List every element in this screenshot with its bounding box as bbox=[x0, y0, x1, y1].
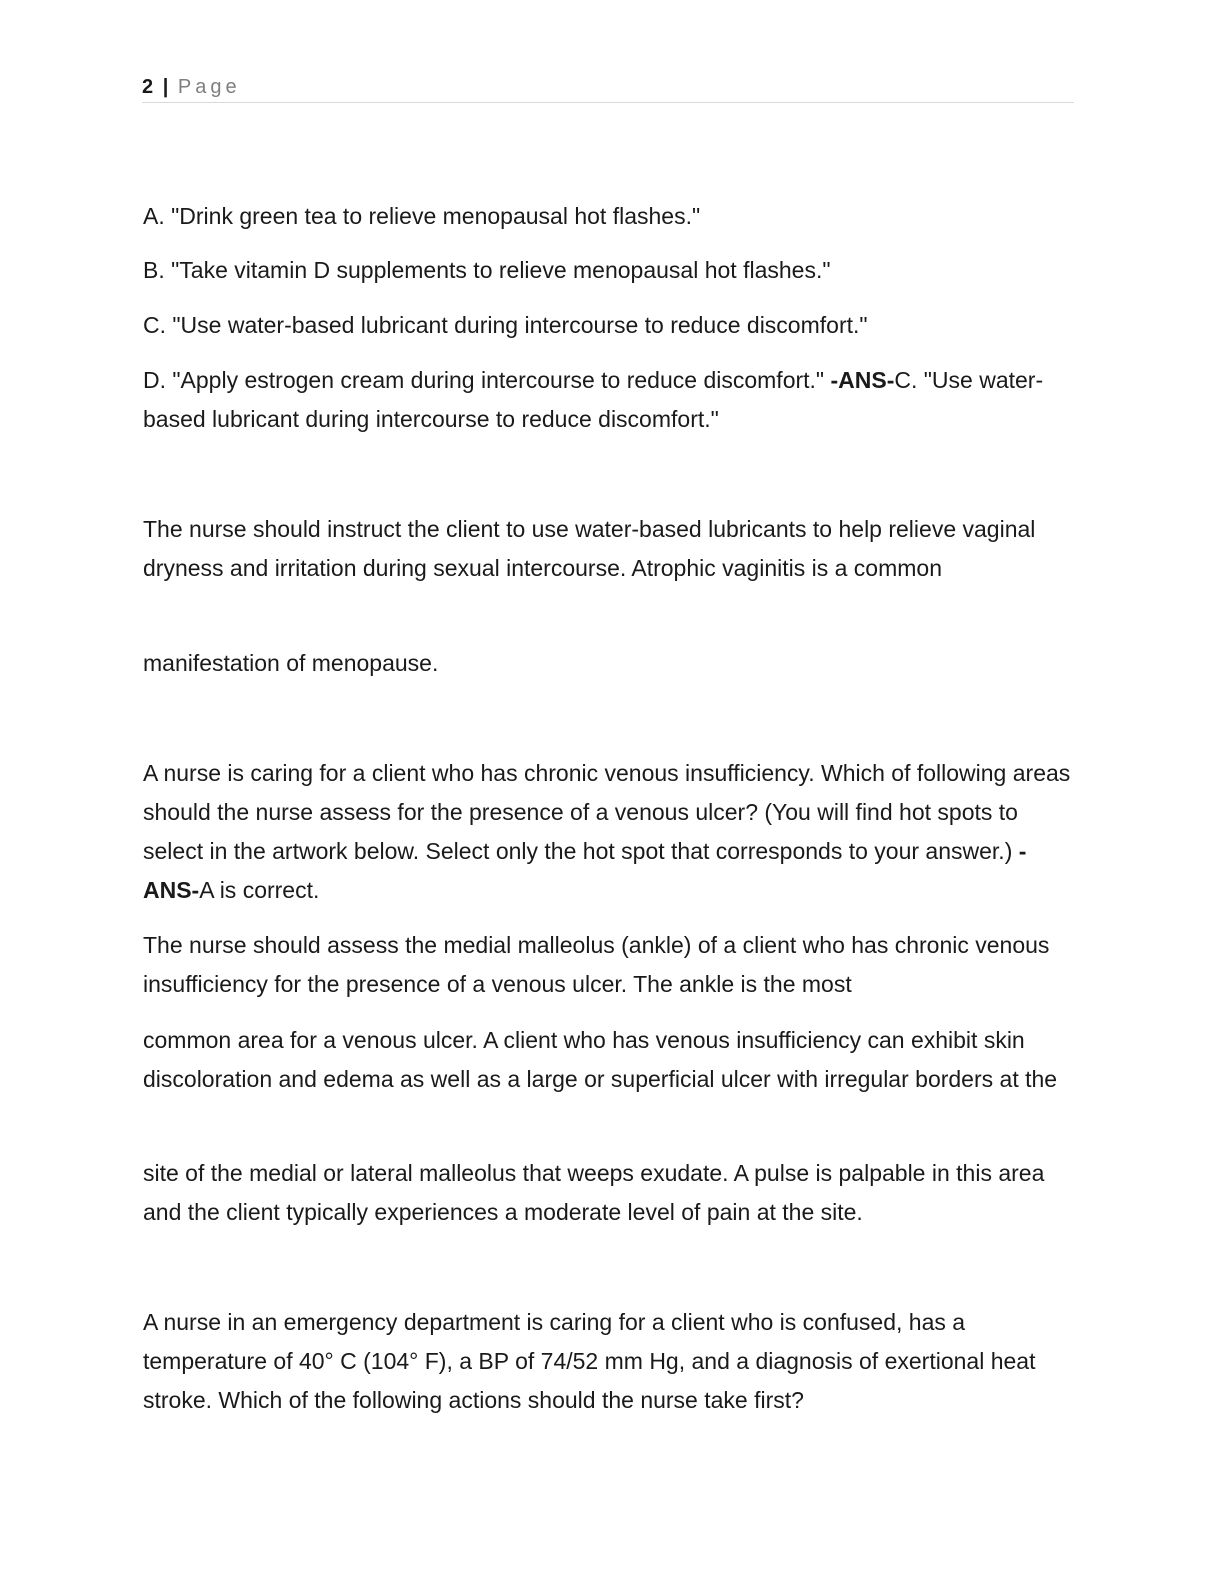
question-3: A nurse in an emergency department is caring for a client who is confused, has a temperature of 40° C (104° F), a BP of 74/52 mm Hg, and a diagnosis of exertional heat stroke. Which of the following actions should the nurse take first? bbox=[143, 1309, 1036, 1413]
question-2 bbox=[143, 754, 1073, 910]
rationale-1-continued: manifestation of menopause. bbox=[143, 650, 439, 676]
answer-label: -ANS- bbox=[143, 838, 1027, 903]
answer-text: C. "Use water-based lubricant during intercourse to reduce discomfort." bbox=[143, 367, 1044, 432]
question-2-text: A nurse is caring for a client who has chronic venous insufficiency. Which of following areas should the nurse assess for the presence of a venous ulcer? (You will find hot spots to select in the artwork below. Select only the hot spot that corresponds to your answer.) bbox=[143, 760, 1071, 864]
answer-label: -ANS- bbox=[830, 367, 895, 393]
page-header bbox=[142, 72, 1074, 103]
option-a: A. "Drink green tea to relieve menopausal hot flashes." bbox=[143, 203, 701, 229]
rationale-2-final: site of the medial or lateral malleolus that weeps exudate. A pulse is palpable in this area and the client typically experiences a moderate level of pain at the site. bbox=[143, 1160, 1045, 1225]
page-label: Page bbox=[177, 76, 241, 98]
option-c: C. "Use water-based lubricant during intercourse to reduce discomfort." bbox=[143, 312, 868, 338]
option-d-text: D. "Apply estrogen cream during intercourse to reduce discomfort." bbox=[143, 367, 831, 393]
option-b: B. "Take vitamin D supplements to relieve menopausal hot flashes." bbox=[143, 257, 831, 283]
rationale-1-paragraph: The nurse should instruct the client to use water-based lubricants to help relieve vaginal dryness and irritation during sexual intercourse. Atrophic vaginitis is a common bbox=[143, 516, 1036, 581]
option-d bbox=[143, 361, 1073, 439]
answer-text: A is correct. bbox=[199, 877, 320, 903]
rationale-2-continued: common area for a venous ulcer. A client who has venous insufficiency can exhibit skin discoloration and edema as well as a large or superficial ulcer with irregular borders at the bbox=[143, 1027, 1058, 1092]
header-separator: | bbox=[162, 76, 169, 98]
rationale-2-paragraph: The nurse should assess the medial malleolus (ankle) of a client who has chronic venous insufficiency for the presence of a venous ulcer. The ankle is the most bbox=[143, 932, 1050, 997]
page-number: 2 bbox=[142, 76, 154, 98]
